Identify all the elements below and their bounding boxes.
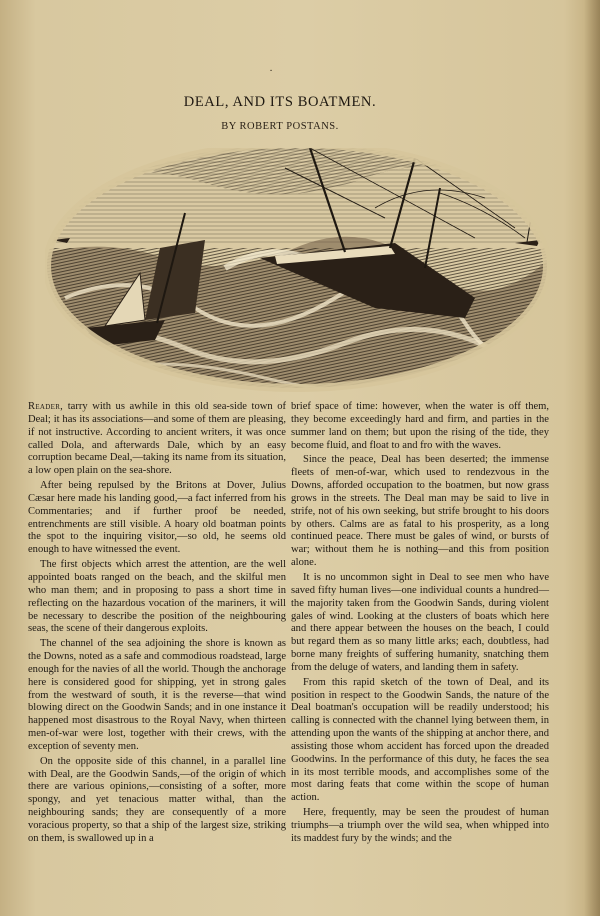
paragraph: Here, frequently, may be seen the proudest of human triumphs—a triumph over the wild sea, when whipped into its maddest fury by the winds; and the [291, 807, 549, 844]
right-text-column [291, 401, 549, 848]
paragraph: The first objects which arrest the attention, are the well appointed boats ranged on the beach, and the skilful men who man them; and in proposing to pass a short time in reflecting on the hazardous vocation of the mariners, it will be necessary to describe the position of the neighbouring seas, the scene of their dangerous exploits. [28, 559, 286, 635]
paragraph: After being repulsed by the Britons at Dover, Julius Cæsar here made his landing good,—a fact inferred from his Commentaries; and if further proof be needed, entrenchments are still visible. A hoary old boatman points the spot to the inquiring visitor,—so old, he seems old enough to have witnessed the event. [28, 480, 286, 556]
article-byline: BY ROBERT POSTANS. [221, 121, 339, 132]
left-text-column [28, 401, 286, 848]
paragraph [28, 401, 286, 478]
paragraph: It is no uncommon sight in Deal to see men who have saved fifty human lives—one individual counts a hundred—the majority taken from the Goodwin Sands, during violent gales of wind. Looking at the clusters of boats which here and there appear between the houses on the beach, I could but regard them as so many little arks; each, doubtless, had borne many freights of suffering humanity, snatching them from the deluge of waters, and landing them in safety. [291, 571, 549, 673]
shipwreck-engraving-icon [45, 148, 550, 398]
article-title: DEAL, AND ITS BOATMEN. [183, 94, 377, 110]
paragraph: brief space of time: however, when the water is off them, they become exceedingly hard and firm, and parties in the summer land on them; but upon the rising of the tide, they become fluid, and float to and fro with the waves. [291, 401, 549, 451]
drop-word: Reader, [28, 401, 64, 412]
page-folio-mark: · [269, 66, 273, 77]
paragraph: Since the peace, Deal has been deserted; the immense fleets of men-of-war, which used to rendezvous in the Downs, afforded occupation to the boatmen, but now grass grows in the streets. The Deal man may be said to live in strife, not of his own seeking, but strife brought to his doors by others. Calms are as fatal to his prosperity, as a long continued peace. There must be gales of wind, or bursts of war; without them he is nothing—and this from position alone. [291, 454, 549, 569]
paragraph: On the opposite side of this channel, in a parallel line with Deal, are the Goodwin Sands,—of the origin of which there are various opinions,—consisting of a softer, more spongy, and yet tenacious matter withal, than the neighbouring sands; they are consequently of a more voracious property, so that a ship of the largest size, striking on them, is swallowed up in a [28, 755, 286, 844]
paragraph-text: tarry with us awhile in this old sea-side town of Deal; it has its associations—and some of them are pleasing, if not instructive. According to ancient writers, it was once called Dola, and afterwards Dale, which by an easy corruption became Deal,—taking its name from its situation, a low open plain on the sea-shore. [28, 401, 286, 477]
paragraph: The channel of the sea adjoining the shore is known as the Downs, noted as a safe and commodious roadstead, large enough for the navies of all the world. Though the anchorage here is considered good for shipping, yet in strong gales from the westward of south, it is the reverse—that wind blowing direct on the Goodwin Sands; and in one instance it happened most disastrous to the Royal Navy, when thirteen men-of-war were lost, together with their crews, with the exception of seventy men. [28, 638, 286, 752]
paragraph: From this rapid sketch of the town of Deal, and its position in respect to the Goodwin Sands, the nature of the Deal boatman's occupation will be readily understood; his calling is connected with the channel lying between them, in attending upon the wants of the shipping at anchor there, and assisting those whom accident has forced upon the dreaded Goodwins. In the performance of this duty, he faces the sea in its most terrible moods, and accomplishes some of the most daring feats that come within the scope of human action. [291, 676, 549, 804]
